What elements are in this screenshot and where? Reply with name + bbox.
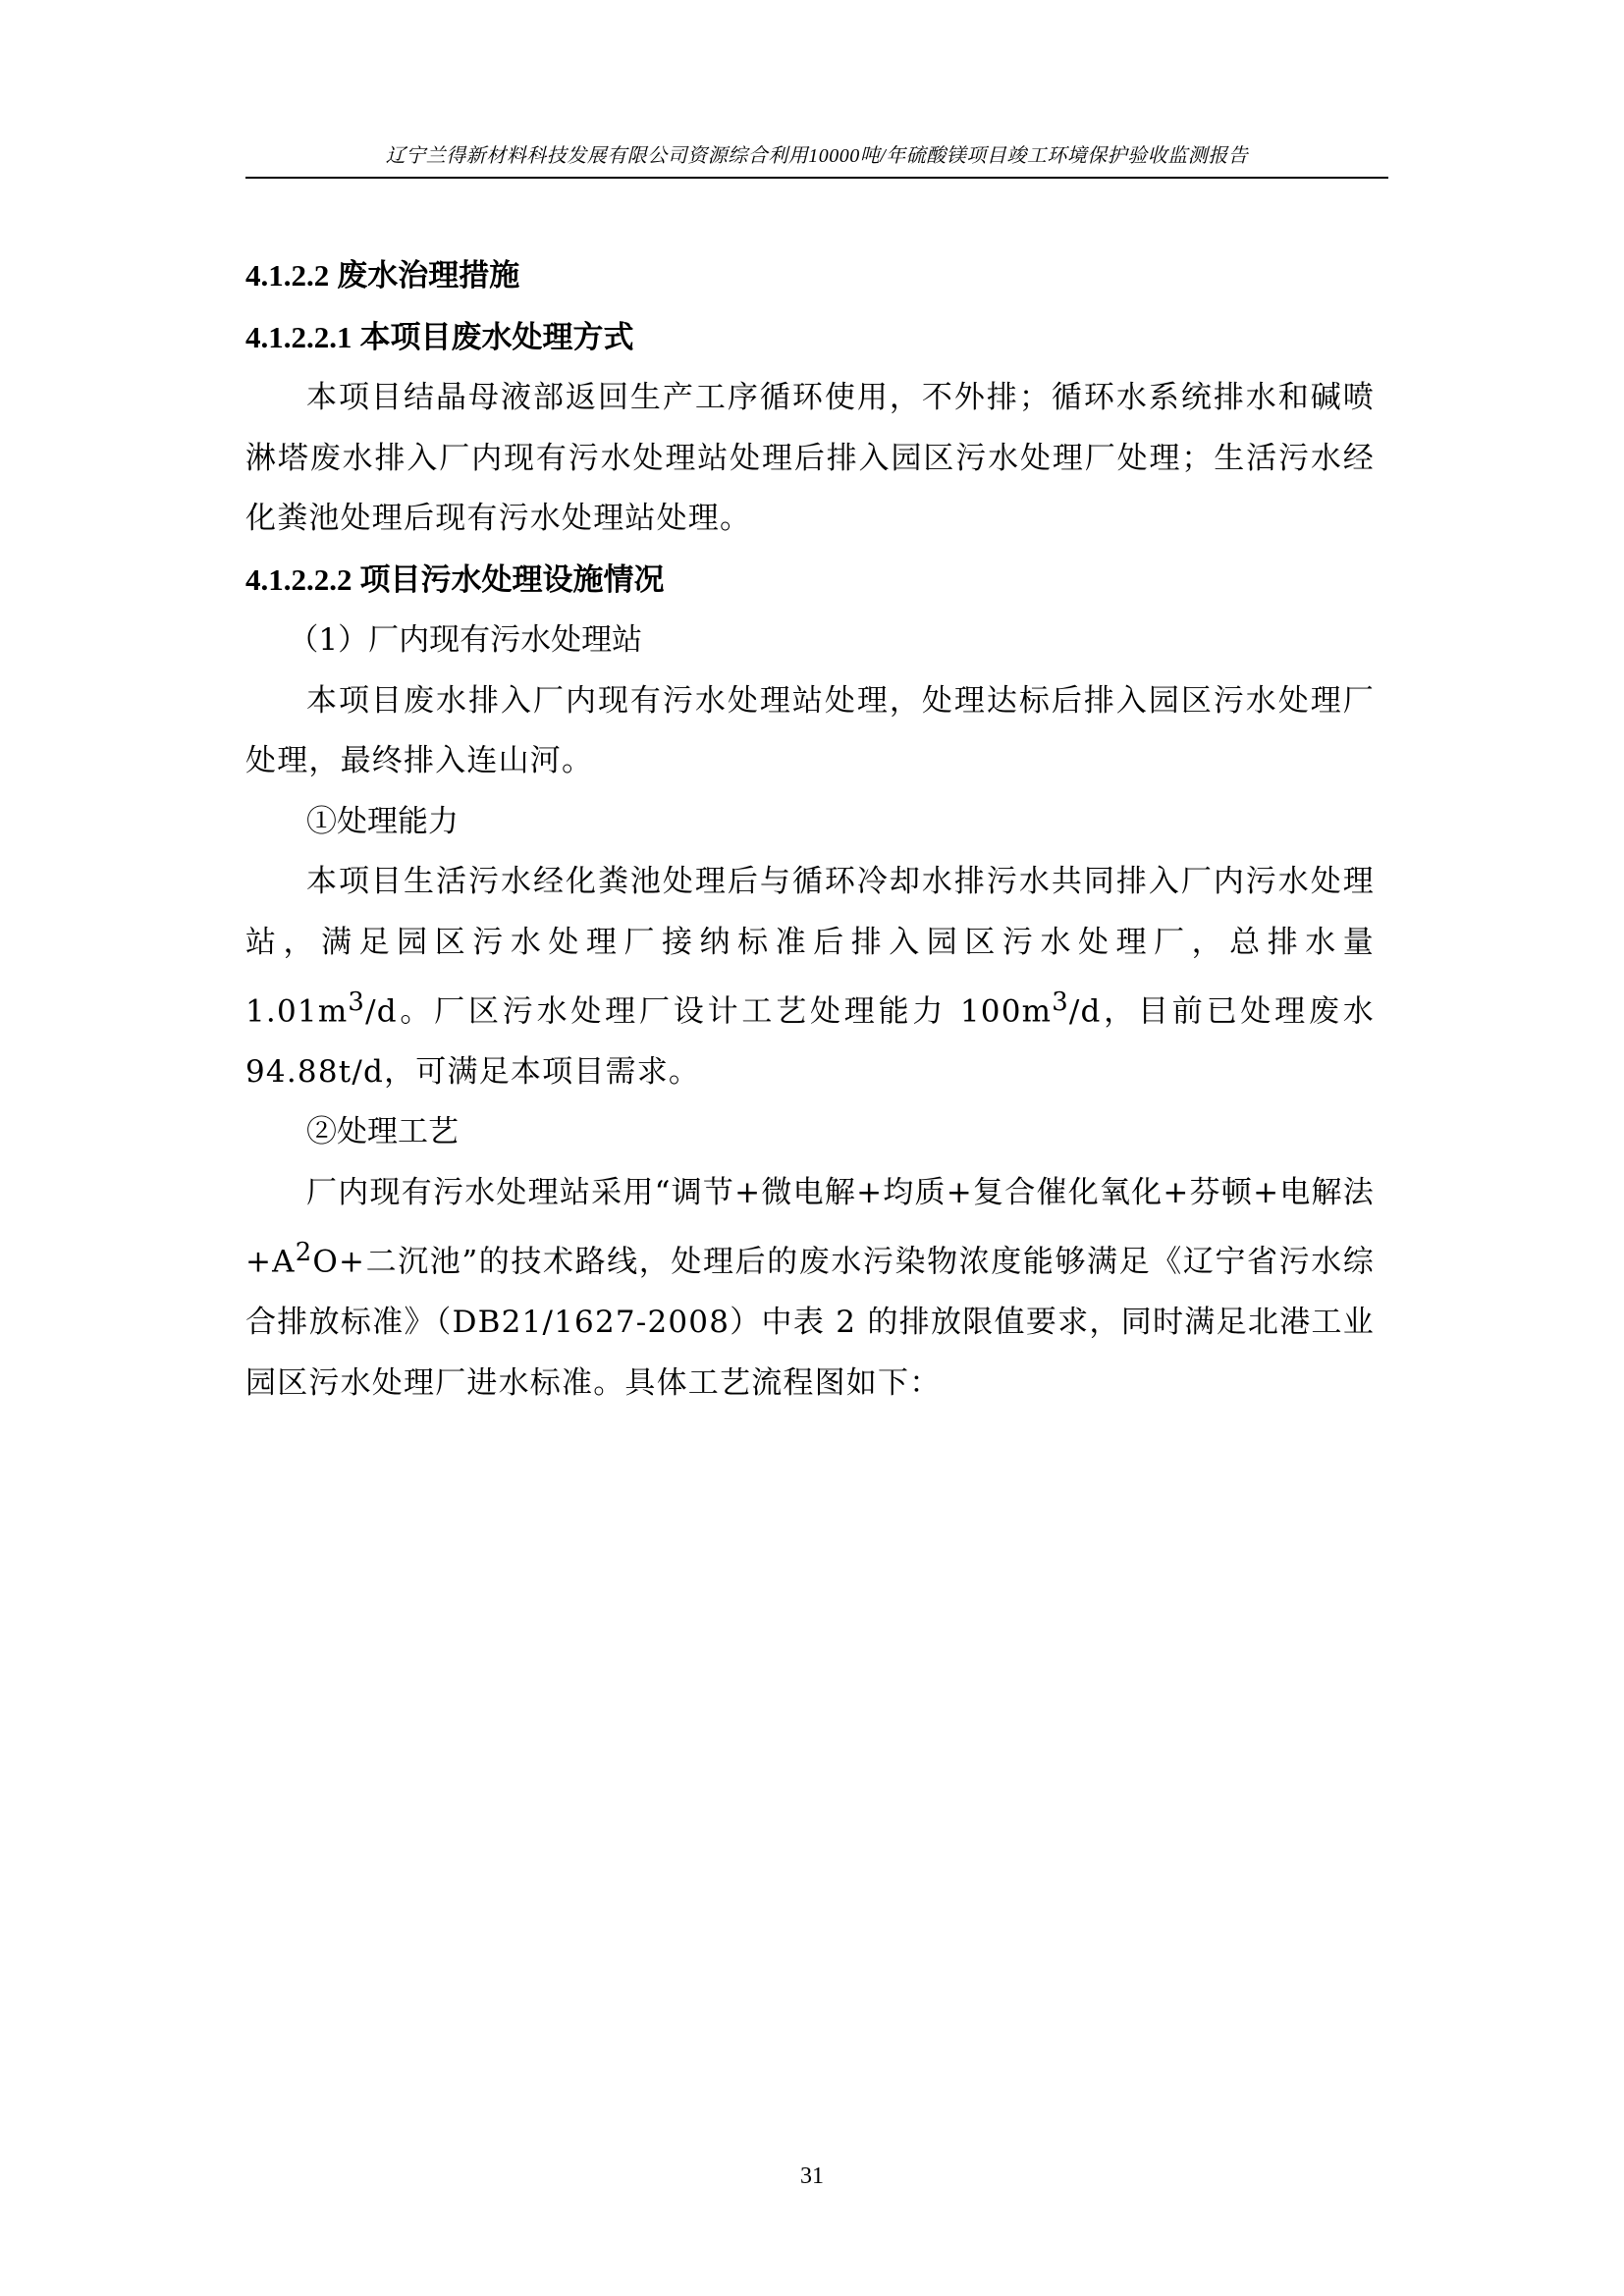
header-divider: [245, 177, 1388, 179]
page-number: 31: [800, 2163, 824, 2189]
section-number: 4.1.2.2.2: [245, 561, 352, 597]
text-run: O+二沉池”的技术路线，处理后的废水污染物浓度能够满足《辽宁省污水综合排放标准》（DB21/1627-2008）中表 2 的排放限值要求，同时满足北港工业园区污水处理厂进水标准。具体工艺流程图如下：: [245, 1244, 1375, 1401]
text-run: /d，目前已处理废水 94.88t/d，可满足本项目需求。: [245, 993, 1375, 1090]
superscript: 3: [1052, 988, 1069, 1017]
text-run: 厂内现有污水处理站采用“调节+微电解+均质+复合催化氧化+芬顿+电解法+A: [245, 1174, 1375, 1280]
list-item-treatment-capacity: ①处理能力: [306, 803, 459, 839]
paragraph-treatment-capacity: [245, 852, 1375, 1102]
subheading-existing-treatment-station: （1）厂内现有污水处理站: [288, 622, 643, 658]
section-heading-4-1-2-2-1: [245, 307, 1375, 369]
text-run: /d。厂区污水处理厂设计工艺处理能力 100m: [365, 993, 1053, 1030]
superscript: 2: [295, 1238, 313, 1268]
superscript: 3: [348, 988, 366, 1017]
text-run: 本项目生活污水经化粪池处理后与循环冷却水排污水共同排入厂内污水处理站，满足园区污水处理厂接纳标准后排入园区污水处理厂，总排水量 1.01m: [245, 864, 1375, 1030]
list-item-treatment-process: ②处理工艺: [306, 1114, 459, 1150]
section-heading-4-1-2-2-2: [245, 550, 1375, 612]
paragraph-discharge-route: 本项目废水排入厂内现有污水处理站处理，处理达标后排入园区污水处理厂处理，最终排入连山河。: [245, 682, 1375, 778]
section-heading-4-1-2-2: [245, 245, 1375, 307]
page-body: [245, 245, 1375, 1414]
section-title: 废水治理措施: [337, 258, 520, 294]
paragraph-wastewater-treatment-method: 本项目结晶母液部返回生产工序循环使用，不外排；循环水系统排水和碱喷淋塔废水排入厂内现有污水处理站处理后排入园区污水处理厂处理；生活污水经化粪池处理后现有污水处理站处理。: [245, 380, 1375, 536]
section-title: 本项目废水处理方式: [359, 319, 634, 355]
running-header: 辽宁兰得新材料科技发展有限公司资源综合利用10000吨/年硫酸镁项目竣工环境保护验收监测报告: [385, 145, 1249, 167]
section-number: 4.1.2.2: [245, 258, 330, 293]
paragraph-treatment-process: [245, 1163, 1375, 1414]
section-number: 4.1.2.2.1: [245, 319, 352, 354]
section-title: 项目污水处理设施情况: [359, 561, 665, 598]
